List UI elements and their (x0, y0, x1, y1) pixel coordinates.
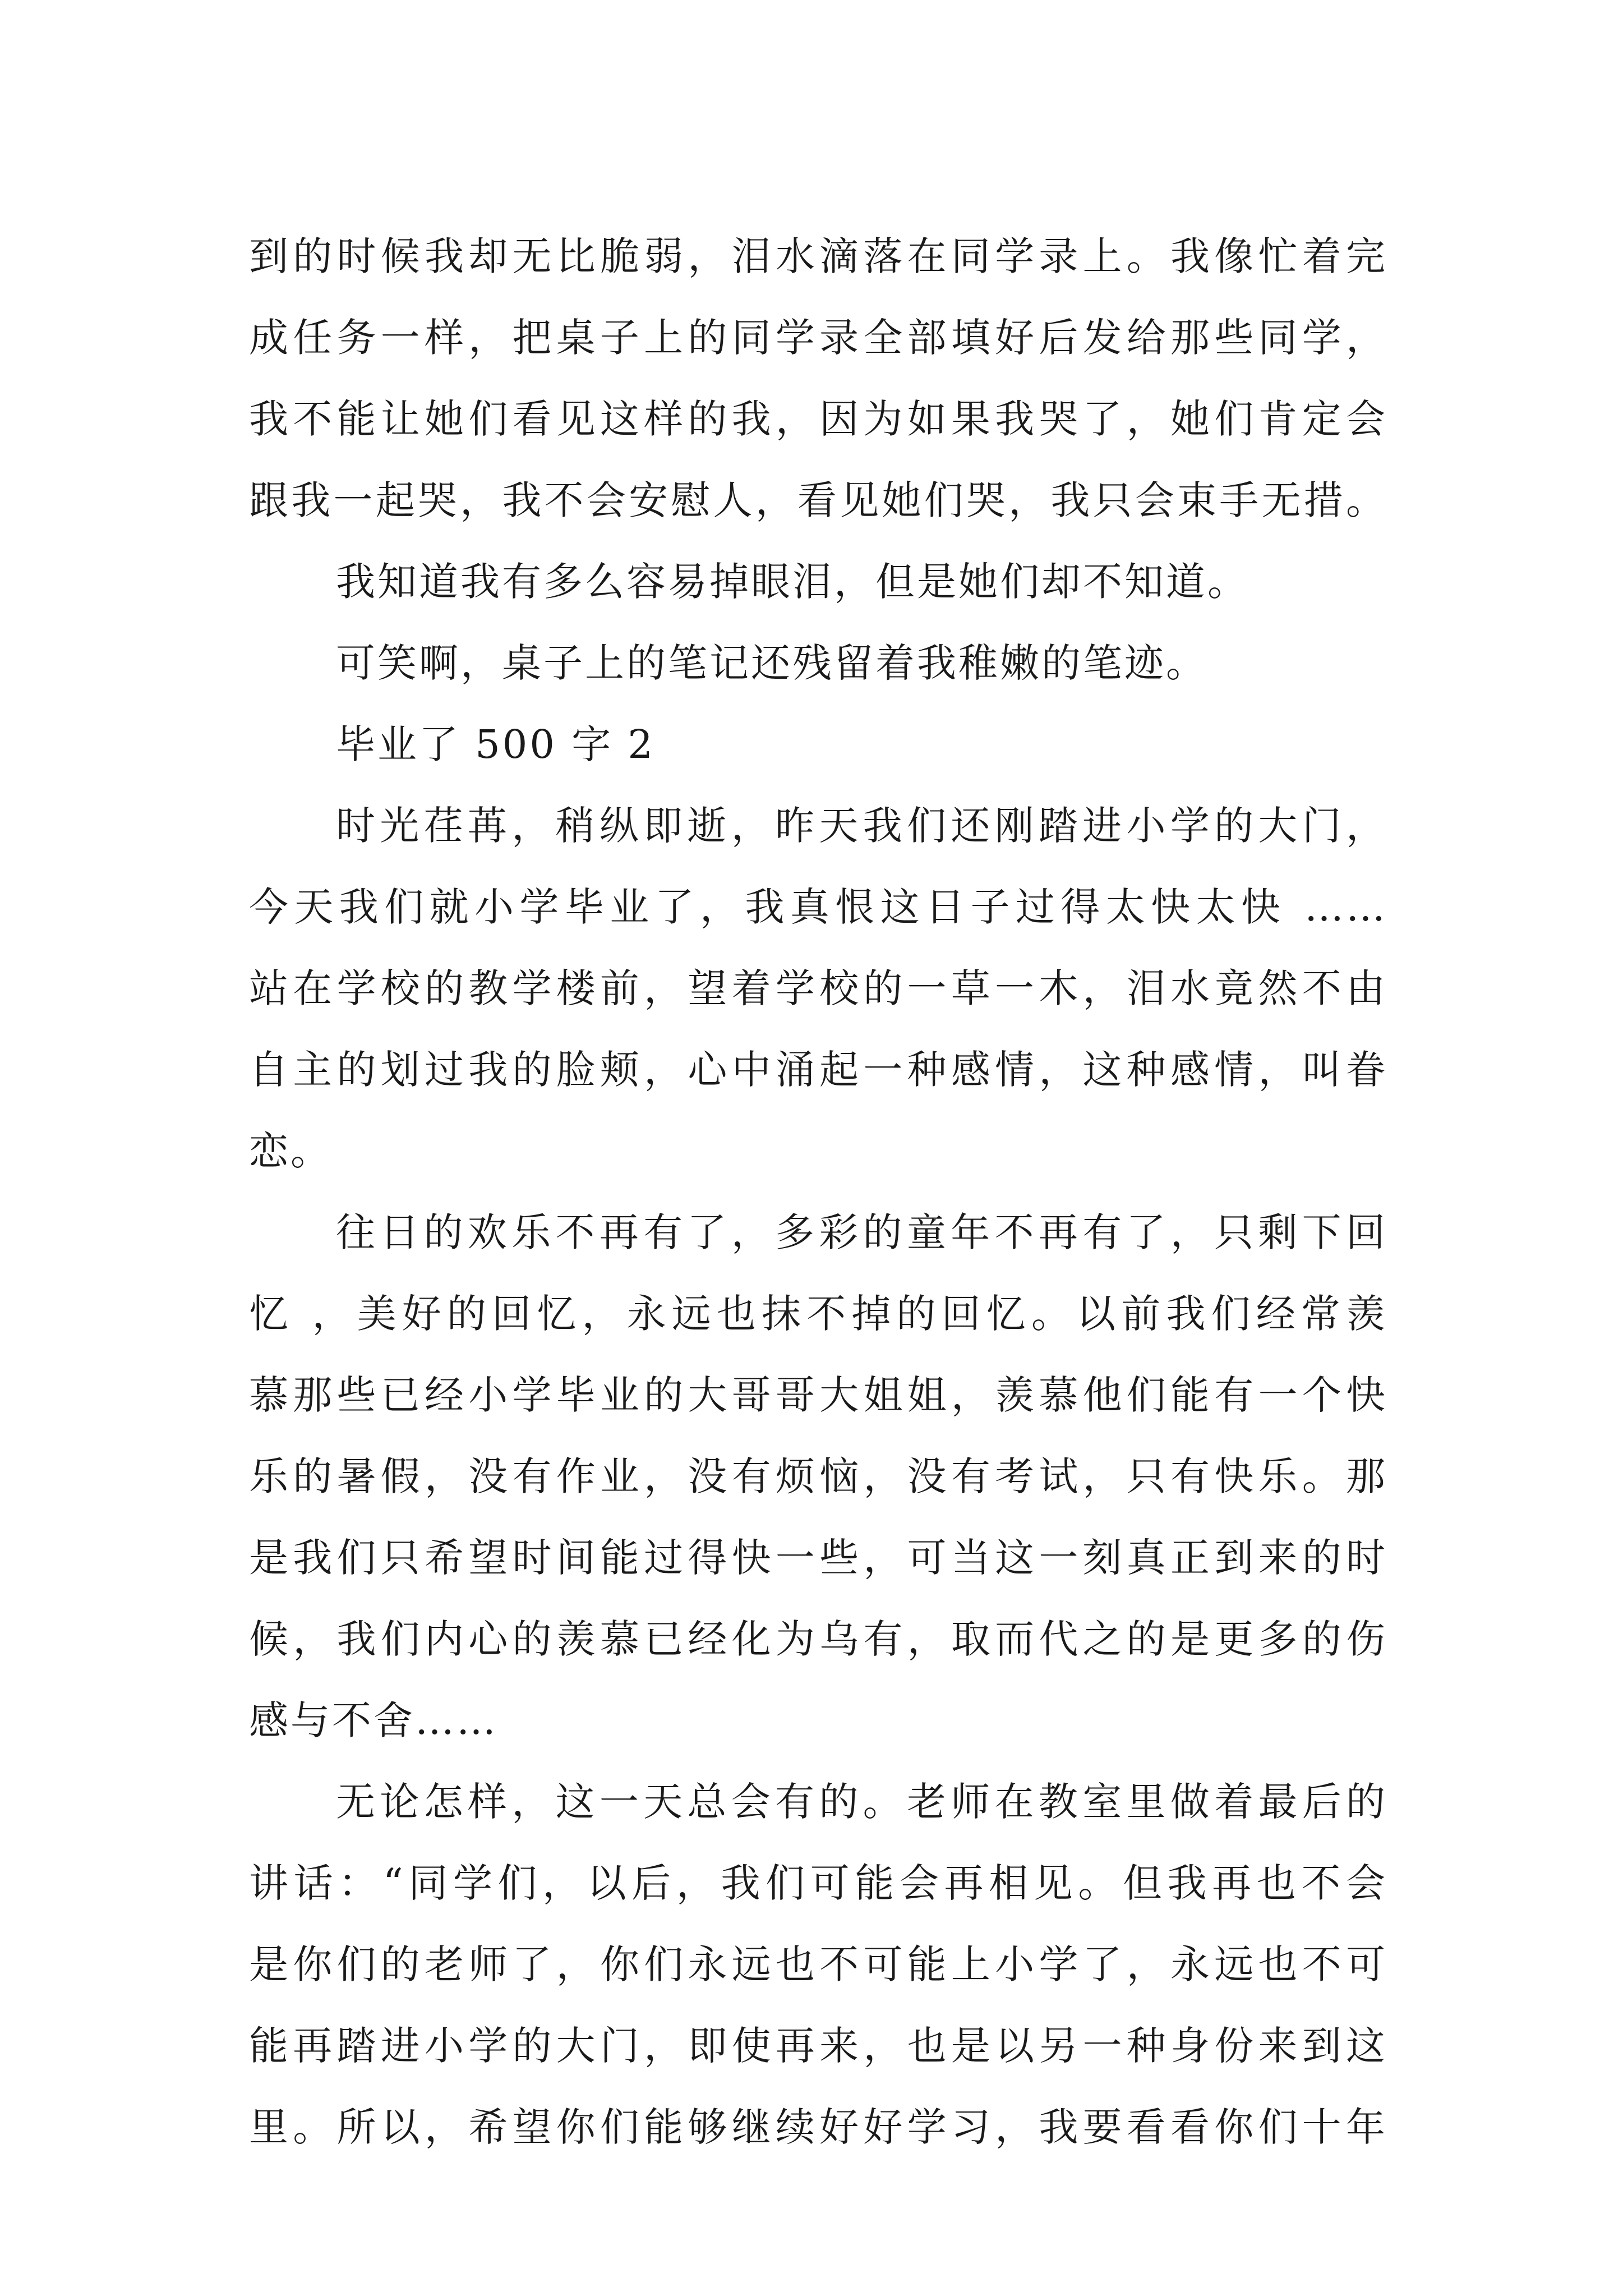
text-line: 感与不舍…… (249, 1697, 498, 1743)
text-line: 慕那些已经小学毕业的大哥哥大姐姐，羡慕他们能有一个快 (249, 1372, 1387, 1418)
text-line: 跟我一起哭，我不会安慰人，看见她们哭，我只会束手无措。 (249, 477, 1387, 523)
text-line: 成任务一样，把桌子上的同学录全部填好后发给那些同学， (249, 315, 1387, 361)
text-line: 无论怎样，这一天总会有的。老师在教室里做着最后的 (336, 1779, 1387, 1825)
text-line: 恋。 (249, 1128, 332, 1174)
text-line: 往日的欢乐不再有了，多彩的童年不再有了，只剩下回 (336, 1209, 1387, 1255)
text-line: 乐的暑假，没有作业，没有烦恼，没有考试，只有快乐。那 (249, 1453, 1387, 1499)
text-line: 可笑啊，桌子上的笔记还残留着我稚嫩的笔迹。 (336, 640, 1207, 686)
text-line: 是我们只希望时间能过得快一些，可当这一刻真正到来的时 (249, 1535, 1387, 1581)
text-line: 讲话：“同学们，以后，我们可能会再相见。但我再也不会 (249, 1860, 1387, 1906)
text-line: 到的时候我却无比脆弱，泪水滴落在同学录上。我像忙着完 (249, 233, 1387, 279)
text-line: 候，我们内心的羡慕已经化为乌有，取而代之的是更多的伤 (249, 1616, 1387, 1662)
text-line: 时光荏苒，稍纵即逝，昨天我们还刚踏进小学的大门， (336, 803, 1387, 849)
text-line: 里。所以，希望你们能够继续好好学习，我要看看你们十年 (249, 2104, 1387, 2150)
section-heading: 毕业了 500 字 2 (336, 721, 655, 767)
text-line: 站在学校的教学楼前，望着学校的一草一木，泪水竟然不由 (249, 965, 1387, 1011)
text-line: 是你们的老师了，你们永远也不可能上小学了，永远也不可 (249, 1941, 1387, 1987)
text-line: 能再踏进小学的大门，即使再来，也是以另一种身份来到这 (249, 2023, 1387, 2069)
text-line: 忆 ，美好的回忆，永远也抹不掉的回忆。以前我们经常羡 (249, 1291, 1387, 1337)
text-line: 自主的划过我的脸颊，心中涌起一种感情，这种感情，叫眷 (249, 1047, 1387, 1093)
body-text (249, 216, 1387, 2168)
text-line: 我不能让她们看见这样的我，因为如果我哭了，她们肯定会 (249, 396, 1387, 442)
text-line: 我知道我有多么容易掉眼泪，但是她们却不知道。 (336, 559, 1249, 605)
text-line: 今天我们就小学毕业了，我真恨这日子过得太快太快 …… (249, 884, 1387, 930)
